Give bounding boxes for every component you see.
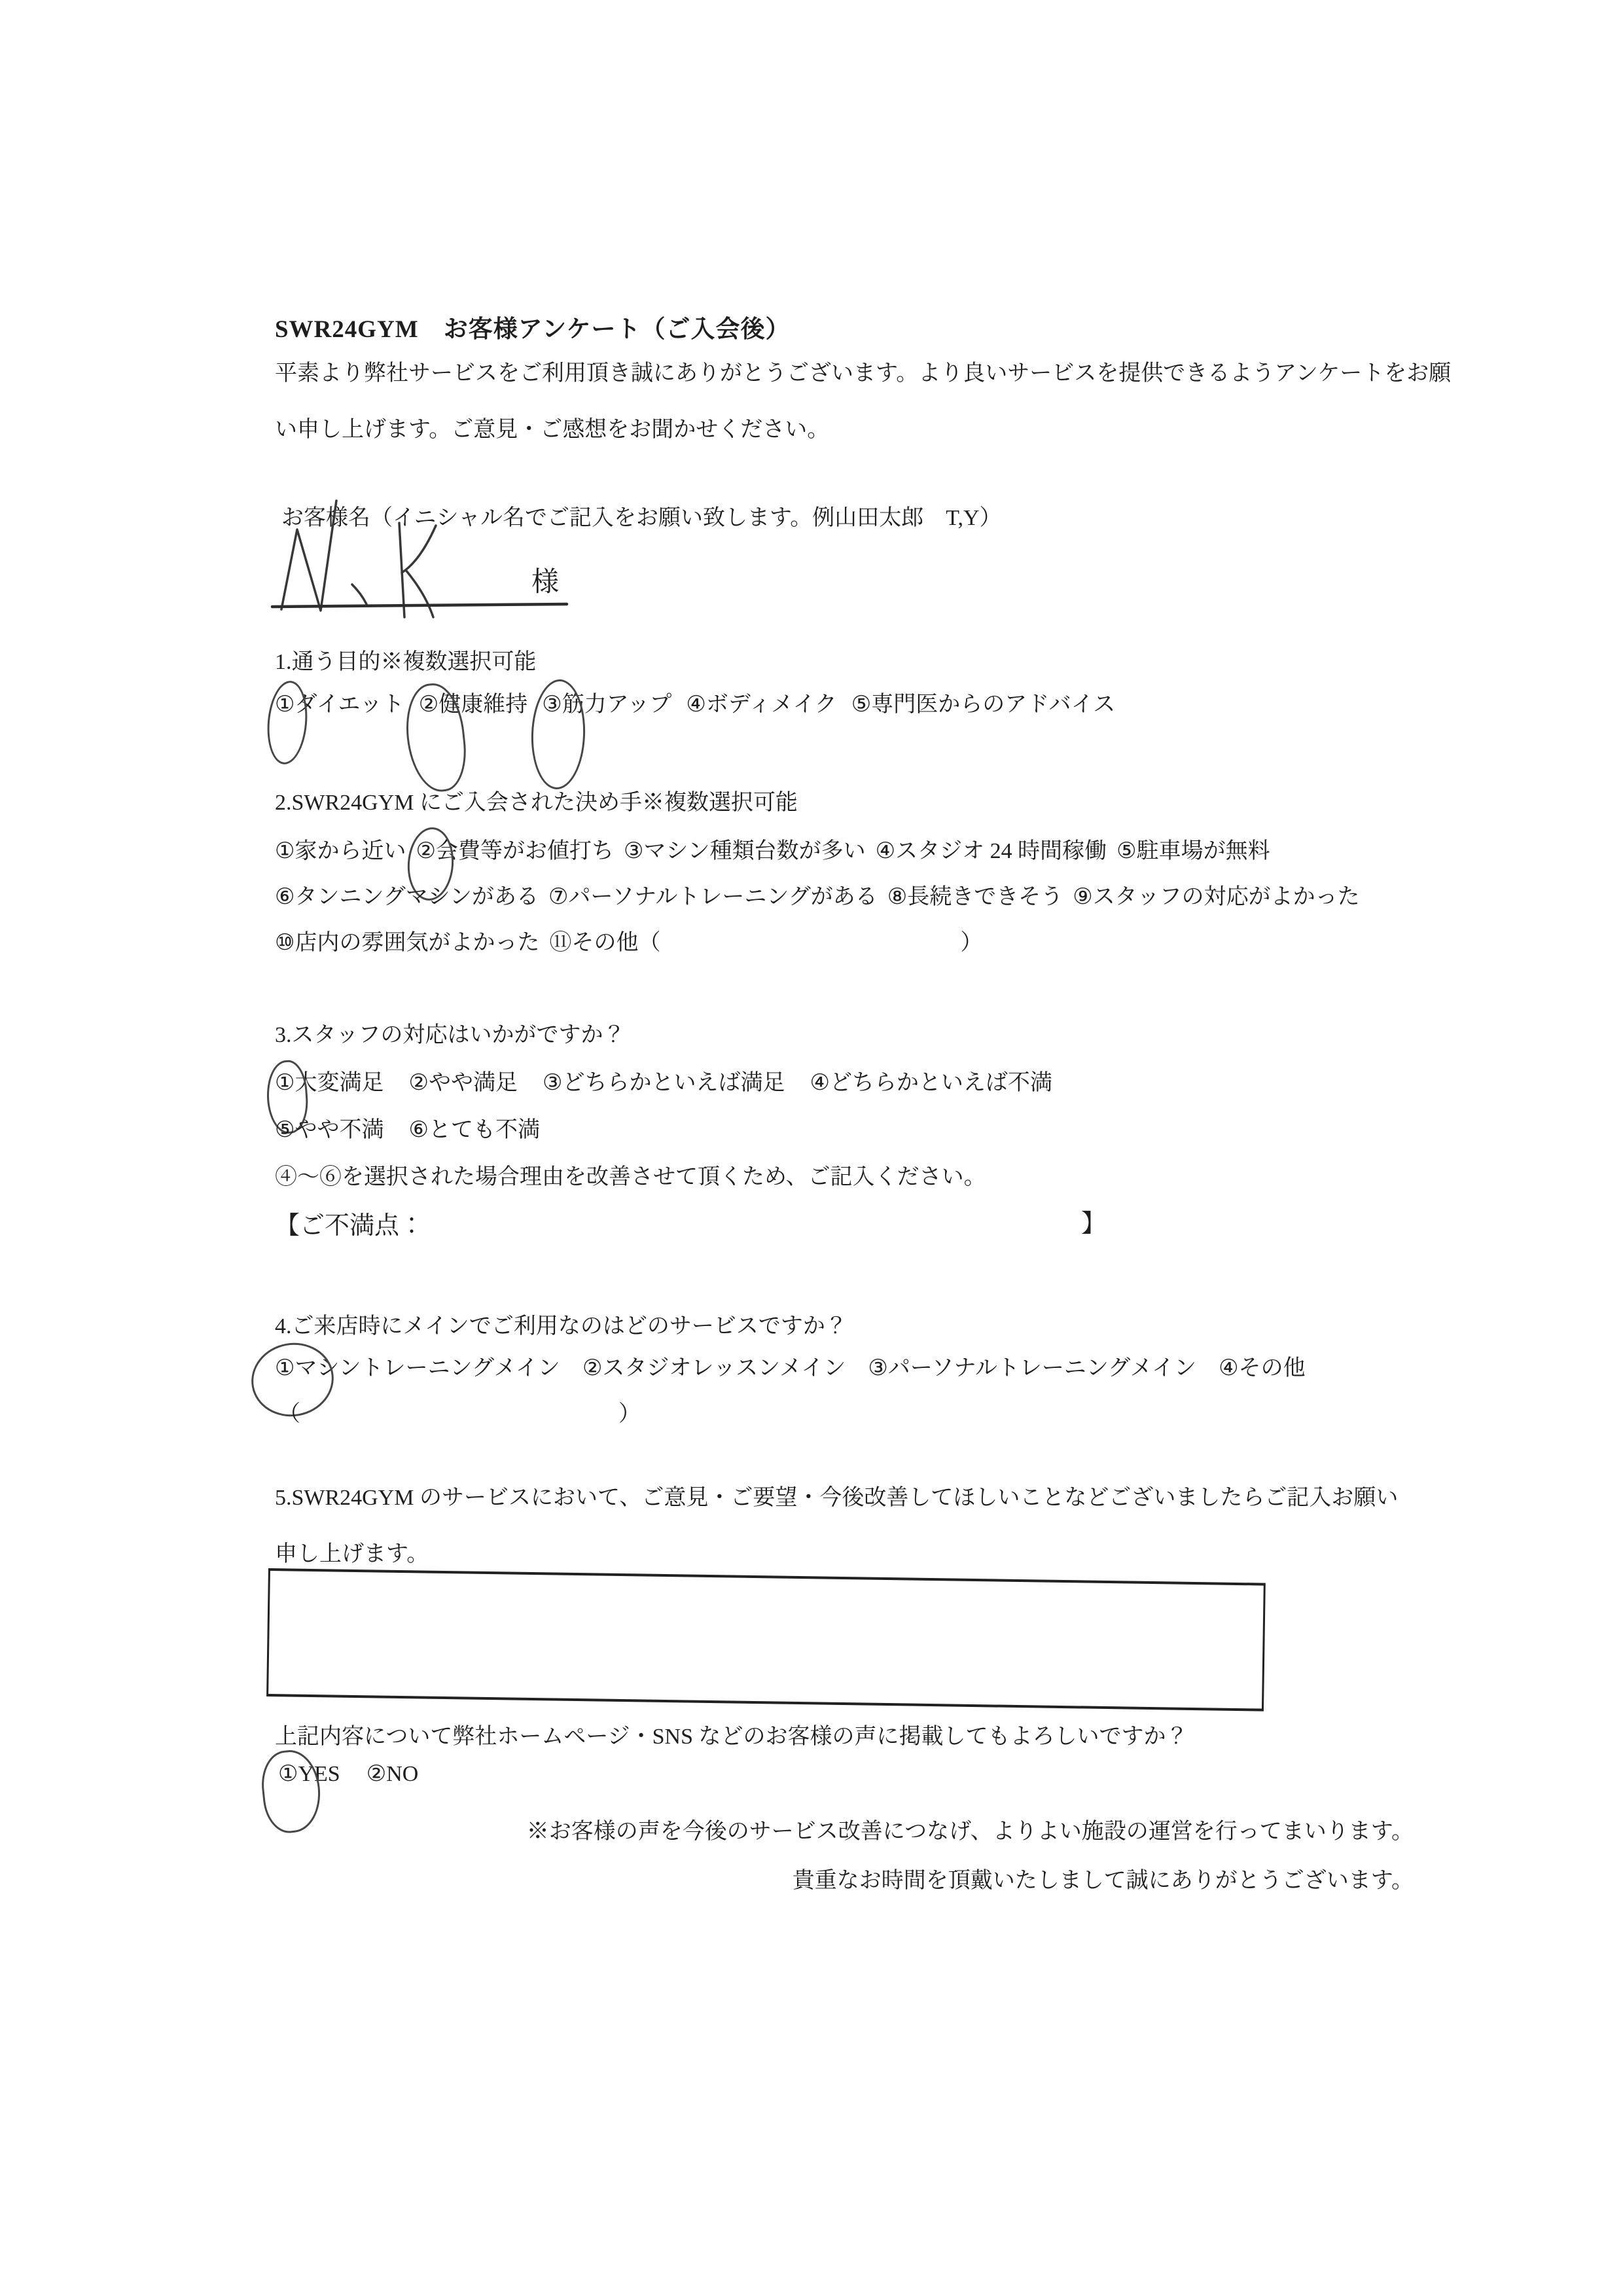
name-underline <box>272 604 567 607</box>
q2-option-7 <box>548 878 878 910</box>
option-label: 家から近い <box>294 839 406 863</box>
q1-options-row <box>275 686 1130 718</box>
q1-option-4 <box>686 686 836 718</box>
option-label: どちらかといえば満足 <box>562 1071 785 1095</box>
customer-name-label: お客様名（イニシャル名でご記入をお願い致します。例山田太郎 T,Y） <box>281 506 1002 530</box>
option-number: ② <box>408 1071 429 1095</box>
option-label: 店内の雰囲気がよかった <box>294 931 540 955</box>
q2-option-2 <box>416 833 613 865</box>
option-label: とても不満 <box>428 1118 540 1142</box>
q2-options-row-2 <box>275 878 1370 910</box>
option-label: ダイエット <box>294 692 404 717</box>
q5-heading: 5.SWR24GYM のサービスにおいて、ご意見・ご要望・今後改善してほしいことなどございましたらご記入お願い申し上げます。 <box>275 1486 1399 1566</box>
option-number: ② <box>582 1356 603 1380</box>
option-label: マシン種類台数が多い <box>643 839 866 863</box>
q2-option-10 <box>275 924 539 956</box>
publish-option-yes <box>278 1761 340 1787</box>
option-number: ⑤ <box>1116 839 1137 863</box>
option-label: その他（ <box>571 931 661 955</box>
option-label: NO <box>386 1762 419 1786</box>
option-number: ⑩ <box>275 931 295 955</box>
q3-option-1 <box>275 1064 383 1096</box>
publish-options-row <box>278 1761 433 1787</box>
option-number: ① <box>275 839 295 863</box>
q4-option-3 <box>868 1350 1196 1382</box>
q2-option-8 <box>887 878 1063 910</box>
option-number: ⑤ <box>275 1118 295 1142</box>
option-label: 駐車場が無料 <box>1136 839 1270 863</box>
q2-option-4 <box>876 833 1107 865</box>
option-label: マシントレーニングメイン <box>294 1356 560 1380</box>
intro-text: 平素より弊社サービスをご利用頂き誠にありがとうございます。より良いサービスを提供できるようアンケートをお願い申し上げます。ご意見・ご感想をお聞かせください。 <box>275 361 1452 442</box>
q1-option-2 <box>419 686 527 718</box>
publish-question: 上記内容について弊社ホームページ・SNS などのお客様の声に掲載してもよろしいですか？ <box>275 1725 1188 1749</box>
option-label: どちらかといえば不満 <box>829 1071 1052 1095</box>
footer-note-line2: 貴重なお時間を頂戴いたしまして誠にありがとうございます。 <box>792 1869 1414 1893</box>
option-number: ③ <box>542 692 562 717</box>
option-number: ⑥ <box>275 885 295 909</box>
option-label: 健康維持 <box>438 692 528 717</box>
q3-heading: 3.スタッフの対応はいかがですか？ <box>275 1023 626 1047</box>
option-label: パーソナルトレーニングメイン <box>887 1356 1197 1380</box>
q4-options-row <box>275 1350 1320 1382</box>
other-close-paren: ） <box>960 931 983 955</box>
handwriting-letter-k-arm <box>402 526 436 573</box>
handwritten-name-signature <box>268 481 576 632</box>
handwriting-letter-k-leg <box>406 570 433 617</box>
q2-option-6 <box>275 878 539 910</box>
option-label: やや満足 <box>428 1071 518 1095</box>
q2-options-row-3 <box>275 924 992 956</box>
option-number: ⑨ <box>1073 885 1093 909</box>
q3-option-2 <box>408 1064 517 1096</box>
q2-option-11 <box>549 924 982 956</box>
q3-options-row-2 <box>275 1111 554 1143</box>
option-label: 長続きできそう <box>907 885 1063 909</box>
q3-options-row-1 <box>275 1064 1067 1096</box>
option-number: ⑪ <box>549 931 572 955</box>
complaint-open-bracket: 【ご不満点： <box>275 1212 425 1240</box>
publish-option-no <box>366 1761 419 1787</box>
q1-option-3 <box>542 686 671 718</box>
q4-heading: 4.ご来店時にメインでご利用なのはどのサービスですか？ <box>275 1314 847 1338</box>
option-label: ボディメイク <box>705 692 837 717</box>
honorific-label: 様 <box>531 567 560 598</box>
option-number: ② <box>366 1762 387 1786</box>
comment-box <box>266 1568 1266 1712</box>
q2-option-1 <box>275 833 406 865</box>
q3-option-3 <box>543 1064 785 1096</box>
option-label: スタジオレッスンメイン <box>602 1356 846 1380</box>
option-label: YES <box>298 1762 340 1786</box>
option-number: ④ <box>686 692 706 717</box>
q1-option-1 <box>275 686 404 718</box>
q2-option-5 <box>1116 833 1270 865</box>
q3-note: ④～⑥を選択された場合理由を改善させて頂くため、ご記入ください。 <box>275 1165 986 1189</box>
option-number: ① <box>278 1762 298 1786</box>
q3-option-5 <box>275 1111 383 1143</box>
option-label: タンニングマシンがある <box>294 885 539 909</box>
option-number: ③ <box>542 1071 563 1095</box>
option-number: ② <box>416 839 436 863</box>
option-label: 専門医からのアドバイス <box>871 692 1116 717</box>
page-title: SWR24GYM お客様アンケート（ご入会後） <box>275 316 791 343</box>
option-number: ④ <box>810 1071 830 1095</box>
q3-option-6 <box>408 1111 539 1143</box>
option-number: ⑧ <box>887 885 908 909</box>
option-label: 筋力アップ <box>562 692 672 717</box>
option-label: スタジオ 24 時間稼働 <box>895 839 1107 863</box>
footer-note-line1: ※お客様の声を今後のサービス改善につなげ、よりよい施設の運営を行ってまいります。 <box>526 1820 1414 1844</box>
option-label: やや不満 <box>294 1118 384 1142</box>
q4-option-1 <box>275 1350 560 1382</box>
option-number: ④ <box>1219 1356 1239 1380</box>
handwriting-letter-n <box>281 501 336 611</box>
q4-option-2 <box>582 1350 846 1382</box>
option-number: ③ <box>623 839 644 863</box>
option-label: パーソナルトレーニングがある <box>568 885 878 909</box>
q2-option-3 <box>624 833 866 865</box>
q4-option-4 <box>1219 1350 1305 1382</box>
option-number: ① <box>275 1356 295 1380</box>
q4-close-paren: ） <box>618 1402 641 1426</box>
option-label: その他 <box>1238 1356 1306 1380</box>
q4-other-write-in-line <box>278 1395 641 1427</box>
option-number: ② <box>418 692 439 717</box>
handwriting-comma <box>352 584 366 604</box>
q1-heading: 1.通う目的※複数選択可能 <box>275 650 537 674</box>
option-label: スタッフの対応がよかった <box>1092 885 1360 909</box>
option-number: ① <box>275 1071 295 1095</box>
option-number: ⑥ <box>408 1118 429 1142</box>
q1-option-5 <box>851 686 1115 718</box>
complaint-close-bracket: 】 <box>1081 1210 1107 1238</box>
option-number: ④ <box>875 839 896 863</box>
q3-option-4 <box>810 1064 1052 1096</box>
option-number: ③ <box>868 1356 888 1380</box>
option-label: 会費等がお値打ち <box>435 839 614 863</box>
q2-options-row-1 <box>275 833 1280 865</box>
option-number: ① <box>275 692 295 717</box>
q2-option-9 <box>1073 878 1359 910</box>
option-number: ⑤ <box>851 692 872 717</box>
hand-circle-mark <box>259 1748 325 1836</box>
option-label: 大変満足 <box>294 1071 384 1095</box>
option-number: ⑦ <box>548 885 569 909</box>
q4-open-paren: （ <box>278 1402 300 1426</box>
q2-heading: 2.SWR24GYM にご入会された決め手※複数選択可能 <box>275 791 798 815</box>
